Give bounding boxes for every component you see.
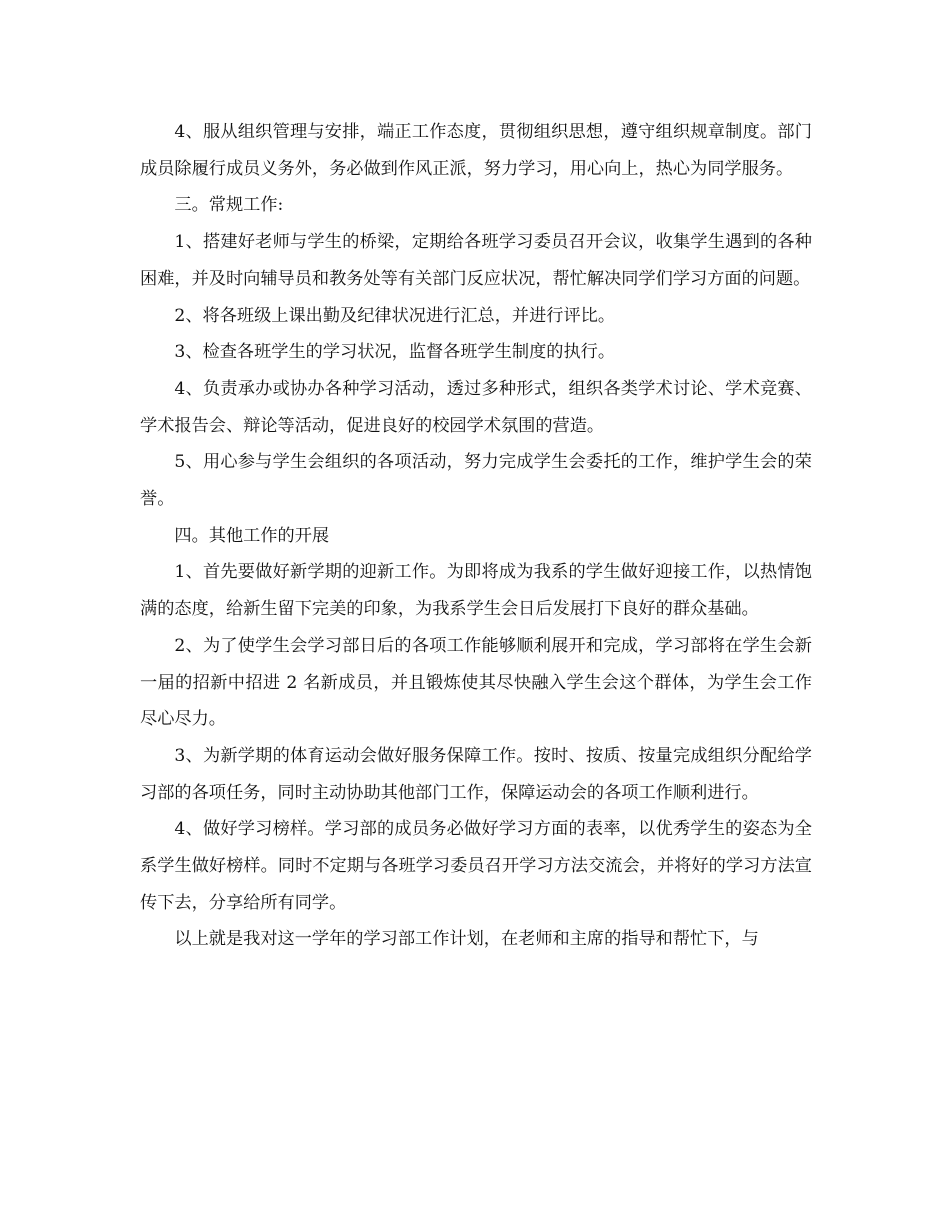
paragraph-other-4: 4、做好学习榜样。学习部的成员务必做好学习方面的表率，以优秀学生的姿态为全系学生做好榜样。同时不定期与各班学习委员召开学习方法交流会，并将好的学习方法宣传下去，分享给所有同学。 [140, 819, 812, 913]
paragraph-other-2: 2、为了使学生会学习部日后的各项工作能够顺利展开和完成，学习部将在学生会新一届的招新中招进 2 名新成员，并且锻炼使其尽快融入学生会这个群体，为学生会工作尽心尽力。 [140, 635, 812, 730]
paragraph-routine-1: 1、搭建好老师与学生的桥梁，定期给各班学习委员召开会议，收集学生遇到的各种困难，并及时向辅导员和教务处等有关部门反应状况，帮忙解决同学们学习方面的问题。 [140, 232, 812, 289]
section-heading-other-work: 四。其他工作的开展 [174, 525, 330, 546]
paragraph-routine-2: 2、将各班级上课出勤及纪律状况进行汇总，并进行评比。 [174, 305, 616, 326]
paragraph-routine-3: 3、检查各班学生的学习状况，监督各班学生制度的执行。 [174, 342, 616, 363]
paragraph-other-1: 1、首先要做好新学期的迎新工作。为即将成为我系的学生做好迎接工作，以热情饱满的态度，给新生留下完美的印象，为我系学生会日后发展打下良好的群众基础。 [140, 562, 812, 620]
paragraph-membership-duty: 4、服从组织管理与安排，端正工作态度，贯彻组织思想，遵守组织规章制度。部门成员除履行成员义务外，务必做到作风正派，努力学习，用心向上，热心为同学服务。 [140, 122, 812, 179]
document-body [140, 114, 812, 958]
paragraph-other-3: 3、为新学期的体育运动会做好服务保障工作。按时、按质、按量完成组织分配给学习部的各项任务，同时主动协助其他部门工作，保障运动会的各项工作顺利进行。 [140, 745, 812, 803]
paragraph-closing: 以上就是我对这一学年的学习部工作计划，在老师和主席的指导和帮忙下，与 [174, 929, 759, 950]
paragraph-routine-5: 5、用心参与学生会组织的各项活动，努力完成学生会委托的工作，维护学生会的荣誉。 [140, 452, 812, 510]
paragraph-routine-4: 4、负责承办或协办各种学习活动，透过多种形式，组织各类学术讨论、学术竞赛、学术报告会、辩论等活动，促进良好的校园学术氛围的营造。 [140, 378, 812, 436]
section-heading-routine-work: 三。常规工作: [174, 195, 284, 216]
